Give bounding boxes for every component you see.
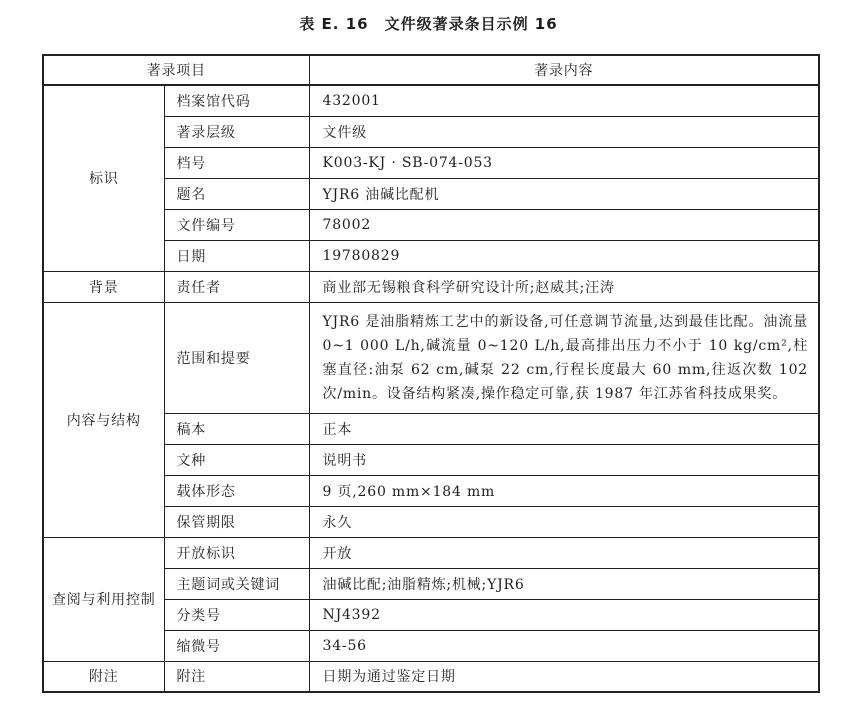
table-caption: 表 E. 16 文件级著录条目示例 16: [299, 15, 558, 33]
content-cell: YJR6 油碱比配机: [309, 178, 819, 209]
header-row: [43, 55, 819, 85]
item-cell: 责任者: [164, 271, 309, 302]
content-cell: 78002: [309, 209, 819, 240]
item-cell: 稿本: [164, 413, 309, 444]
content-cell: 油碱比配;油脂精炼;机械;YJR6: [309, 568, 819, 599]
table-row: [43, 271, 819, 302]
content-cell: 文件级: [309, 116, 819, 147]
item-cell: 保管期限: [164, 506, 309, 537]
item-cell: 主题词或关键词: [164, 568, 309, 599]
content-cell: 开放: [309, 537, 819, 568]
item-cell: 分类号: [164, 599, 309, 630]
content-cell: 正本: [309, 413, 819, 444]
item-cell: 附注: [164, 661, 309, 692]
content-cell: 永久: [309, 506, 819, 537]
item-cell: 档案馆代码: [164, 85, 309, 116]
item-cell: 题名: [164, 178, 309, 209]
group-cell-content-structure: 内容与结构: [43, 302, 164, 537]
item-cell: 开放标识: [164, 537, 309, 568]
content-cell: 34-56: [309, 630, 819, 661]
item-cell: 著录层级: [164, 116, 309, 147]
content-cell: 日期为通过鉴定日期: [309, 661, 819, 692]
item-cell: 文件编号: [164, 209, 309, 240]
content-cell: NJ4392: [309, 599, 819, 630]
content-cell: 商业部无锡粮食科学研究设计所;赵威其;汪涛: [309, 271, 819, 302]
item-cell: 缩微号: [164, 630, 309, 661]
table-row: [43, 537, 819, 568]
table-row: [43, 661, 819, 692]
content-cell-scope-abstract: YJR6 是油脂精炼工艺中的新设备,可任意调节流量,达到最佳比配。油流量 0~1 000 L/h,碱流量 0~120 L/h,最高排出压力不小于 10 kg/cm²,柱塞直径:油泵 62 cm,碱泵 22 cm,行程长度最大 60 mm,往返次数 102 次/min。设备结构紧凑,操作稳定可靠,获 1987 年江苏省科技成果奖。: [309, 302, 819, 413]
item-cell: 载体形态: [164, 475, 309, 506]
table-row: [43, 85, 819, 116]
group-cell-identification: 标识: [43, 85, 164, 271]
content-cell: 说明书: [309, 444, 819, 475]
content-cell: K003-KJ · SB-074-053: [309, 147, 819, 178]
column-header-items: 著录项目: [43, 55, 309, 85]
group-cell-background: 背景: [43, 271, 164, 302]
item-cell: 日期: [164, 240, 309, 271]
content-cell: 9 页,260 mm×184 mm: [309, 475, 819, 506]
content-cell: 432001: [309, 85, 819, 116]
item-cell: 范围和提要: [164, 302, 309, 413]
table-row: [43, 302, 819, 413]
item-cell: 文种: [164, 444, 309, 475]
group-cell-notes: 附注: [43, 661, 164, 692]
group-cell-access-control: 查阅与利用控制: [43, 537, 164, 661]
column-header-content: 著录内容: [309, 55, 819, 85]
item-cell: 档号: [164, 147, 309, 178]
catalog-table: [42, 54, 820, 693]
content-cell: 19780829: [309, 240, 819, 271]
